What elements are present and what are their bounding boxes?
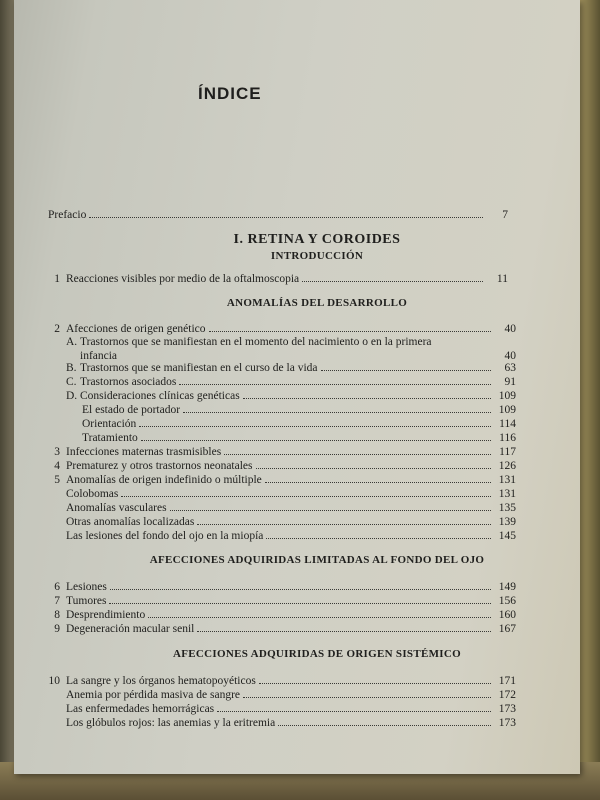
toc-entry-number: 5	[54, 474, 60, 486]
toc-entry-2d[interactable]	[66, 389, 516, 403]
toc-entry-8[interactable]	[48, 608, 516, 622]
toc-entry-label: Anemia por pérdida masiva de sangre	[66, 689, 241, 701]
toc-entry-5d[interactable]	[66, 529, 516, 543]
toc-entry-label: Otras anomalías localizadas	[66, 516, 195, 528]
toc-entry-label: Reacciones visibles por medio de la oftalmoscopia	[66, 273, 300, 285]
section-heading-limitadas: AFECCIONES ADQUIRIDAS LIMITADAS AL FONDO DEL OJO	[149, 554, 485, 566]
leader-dots	[278, 716, 491, 726]
leader-dots	[265, 473, 491, 483]
toc-entry-number: 4	[54, 460, 60, 472]
toc-entry-label: Tratamiento	[82, 432, 138, 444]
leader-dots	[109, 594, 491, 604]
toc-entry-2d-2[interactable]	[82, 417, 516, 431]
toc-entry-3[interactable]	[48, 445, 516, 459]
page-title: ÍNDICE	[198, 84, 262, 103]
toc-entry-page: 145	[498, 530, 516, 542]
toc-entry-2[interactable]	[48, 322, 516, 336]
toc-entry-label: Lesiones	[66, 581, 107, 593]
leader-dots	[197, 515, 491, 525]
leader-dots	[209, 322, 491, 332]
toc-entry-label: Prematurez y otros trastornos neonatales	[66, 460, 253, 472]
toc-entry-10a[interactable]	[66, 688, 516, 702]
toc-entry-page: 114	[499, 418, 516, 430]
leader-dots	[148, 608, 491, 618]
toc-entry-page: 131	[498, 488, 516, 500]
toc-entry-9[interactable]	[48, 622, 516, 636]
toc-entry-letter: C.	[66, 376, 77, 388]
section-heading-introduccion: INTRODUCCIÓN	[270, 250, 364, 262]
section-heading-sistemico: AFECCIONES ADQUIRIDAS DE ORIGEN SISTÉMICO	[173, 648, 461, 660]
toc-entry-prefacio[interactable]	[48, 208, 508, 222]
toc-entry-page: 173	[498, 703, 516, 715]
toc-entry-label: Las enfermedades hemorrágicas	[66, 703, 215, 715]
toc-entry-5a[interactable]	[66, 487, 516, 501]
toc-entry-10c[interactable]	[66, 716, 516, 730]
toc-entry-label: El estado de portador	[82, 404, 181, 416]
toc-entry-page: 172	[498, 689, 516, 701]
toc-entry-page: 109	[498, 404, 516, 416]
leader-dots	[321, 361, 491, 371]
toc-entry-page: 171	[498, 675, 516, 687]
toc-entry-page: 131	[498, 474, 516, 486]
section-heading-anomalias: ANOMALÍAS DEL DESARROLLO	[226, 297, 408, 309]
toc-entry-number: 6	[54, 581, 60, 593]
toc-entry-label: Prefacio	[48, 209, 87, 221]
toc-entry-number: 3	[54, 446, 60, 458]
leader-dots	[121, 487, 491, 497]
leader-space	[120, 350, 491, 359]
toc-entry-page: 139	[498, 516, 516, 528]
toc-entry-10[interactable]	[44, 674, 516, 688]
toc-entry-6[interactable]	[48, 580, 516, 594]
leader-dots	[139, 417, 491, 427]
toc-entry-2d-3[interactable]	[82, 431, 516, 445]
leader-dots	[110, 580, 491, 590]
leader-dots	[256, 459, 492, 469]
leader-dots	[170, 501, 491, 511]
part-title: I. RETINA Y COROIDES	[233, 232, 401, 247]
toc-entry-label: Las lesiones del fondo del ojo en la miopía	[66, 530, 264, 542]
toc-entry-2a-line1[interactable]	[66, 336, 516, 349]
toc-entry-number: 10	[48, 675, 60, 687]
document-page	[14, 0, 580, 774]
toc-entry-page: 117	[499, 446, 516, 458]
toc-entry-label: Degeneración macular senil	[66, 623, 195, 635]
toc-entry-page: 40	[504, 323, 516, 335]
leader-dots	[179, 375, 491, 385]
toc-entry-label: Los glóbulos rojos: las anemias y la eritremia	[66, 717, 276, 729]
toc-entry-letter: D.	[66, 390, 78, 402]
toc-entry-5[interactable]	[48, 473, 516, 487]
leader-dots	[243, 688, 491, 698]
toc-entry-page: 173	[498, 717, 516, 729]
toc-entry-label: Trastornos que se manifiestan en el curso de la vida	[80, 362, 318, 374]
toc-entry-page: 7	[502, 209, 508, 221]
toc-entry-page: 149	[498, 581, 516, 593]
toc-entry-number: 9	[54, 623, 60, 635]
leader-dots	[183, 403, 491, 413]
leader-dots	[217, 702, 491, 712]
toc-entry-7[interactable]	[48, 594, 516, 608]
toc-entry-page: 63	[504, 362, 516, 374]
toc-entry-page: 156	[498, 595, 516, 607]
toc-entry-label: Consideraciones clínicas genéticas	[80, 390, 240, 402]
toc-entry-letter: B.	[66, 362, 77, 374]
toc-entry-letter: A.	[66, 336, 78, 348]
toc-entry-number: 2	[54, 323, 60, 335]
toc-entry-2d-1[interactable]	[82, 403, 516, 417]
toc-entry-label: Orientación	[82, 418, 137, 430]
toc-entry-page: 126	[498, 460, 516, 472]
toc-entry-number: 1	[54, 273, 60, 285]
toc-entry-label: infancia	[80, 350, 118, 362]
toc-entry-5b[interactable]	[66, 501, 516, 515]
toc-entry-label: Trastornos que se manifiestan en el momento del nacimiento o en la primera	[80, 336, 432, 348]
leader-dots	[302, 272, 483, 282]
toc-entry-page: 11	[496, 273, 508, 285]
toc-entry-label: Infecciones maternas trasmisibles	[66, 446, 222, 458]
leader-dots	[141, 431, 491, 441]
toc-entry-page: 167	[498, 623, 516, 635]
toc-entry-label: Tumores	[66, 595, 107, 607]
toc-entry-10b[interactable]	[66, 702, 516, 716]
toc-entry-page: 160	[498, 609, 516, 621]
toc-entry-label: Anomalías vasculares	[66, 502, 167, 514]
leader-dots	[197, 622, 491, 632]
leader-dots	[266, 529, 491, 539]
toc-entry-page: 116	[499, 432, 516, 444]
toc-entry-number: 8	[54, 609, 60, 621]
leader-dots	[243, 389, 491, 399]
toc-entry-label: Trastornos asociados	[80, 376, 177, 388]
toc-entry-2b[interactable]	[66, 361, 516, 375]
toc-entry-label: Colobomas	[66, 488, 119, 500]
toc-entry-5c[interactable]	[66, 515, 516, 529]
leader-dots	[259, 674, 491, 684]
toc-entry-page: 135	[498, 502, 516, 514]
toc-entry-page: 109	[498, 390, 516, 402]
leader-dots	[224, 445, 491, 455]
toc-entry-4[interactable]	[48, 459, 516, 473]
toc-entry-label: Afecciones de origen genético	[66, 323, 206, 335]
toc-entry-page: 40	[504, 350, 516, 362]
toc-entry-number: 7	[54, 595, 60, 607]
toc-entry-2c[interactable]	[66, 375, 516, 389]
toc-entry-label: Desprendimiento	[66, 609, 146, 621]
toc-entry-label: La sangre y los órganos hematopoyéticos	[66, 675, 256, 687]
leader-dots	[89, 208, 483, 218]
toc-entry-1[interactable]	[48, 272, 508, 286]
toc-entry-page: 91	[504, 376, 516, 388]
toc-entry-label: Anomalías de origen indefinido o múltiple	[66, 474, 262, 486]
